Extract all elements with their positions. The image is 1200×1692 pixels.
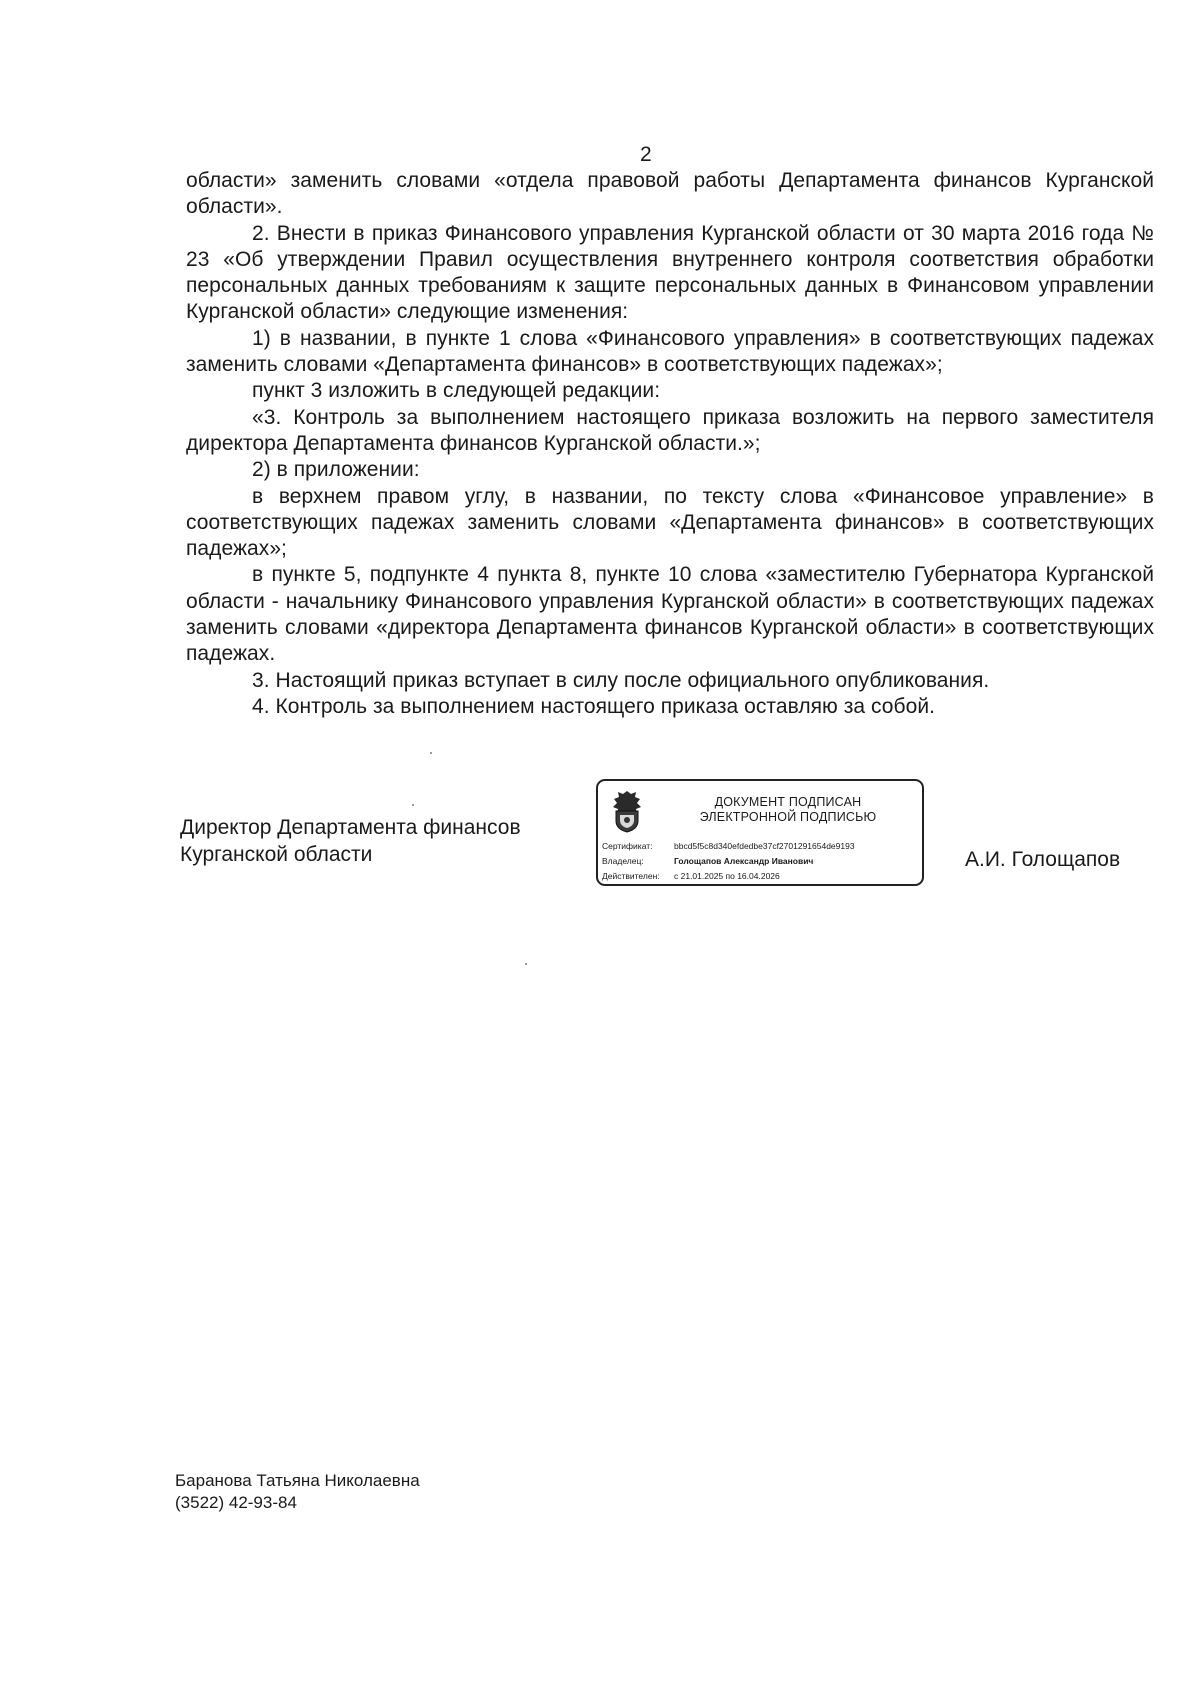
signatory-position-line: Директор Департамента финансов: [180, 816, 521, 839]
stamp-owner-row: [602, 856, 813, 866]
stamp-heading-line: ДОКУМЕНТ ПОДПИСАН: [714, 795, 862, 809]
executor-phone: (3522) 42-93-84: [175, 1493, 297, 1512]
paragraph: области» заменить словами «отдела правовой работы Департамента финансов Курганской области».: [186, 169, 1154, 219]
stamp-certificate-value: bbcd5f5c8d340efdedbe37cf2701291654de9193: [674, 841, 855, 851]
paragraph: 2. Внести в приказ Финансового управления Курганской области от 30 марта 2016 года № 23 «Об утверждении Правил осуществления внутреннего контроля соответствия обработки персональных данных требованиям к защите персональных данных в Финансовом управлении Курганской области» следующие изменения:: [186, 221, 1154, 324]
signatory-name: А.И. Голощапов: [965, 848, 1121, 871]
scan-speck: [430, 752, 432, 754]
scan-speck: [412, 804, 414, 806]
signatory-position: [180, 814, 580, 868]
stamp-owner-value: Голощапов Александр Иванович: [674, 856, 814, 866]
stamp-owner-label: Владелец:: [602, 856, 644, 866]
electronic-signature-stamp: [596, 779, 924, 886]
paragraph: 3. Настоящий приказ вступает в силу после официального опубликования.: [252, 668, 990, 692]
paragraph: пункт 3 изложить в следующей редакции:: [252, 379, 661, 403]
stamp-certificate-row: [602, 841, 855, 851]
paragraph: в верхнем правом углу, в названии, по тексту слова «Финансовое управление» в соответствующих падежах заменить словами «Департамента финансов» в соответствующих падежах»;: [186, 484, 1154, 561]
stamp-validity-label: Действителен:: [602, 871, 660, 881]
paragraph: в пункте 5, подпункте 4 пункта 8, пункте 10 слова «заместителю Губернатора Курганской области - начальнику Финансового управления Курганской области» в соответствующих падежах заменить словами «директора Департамента финансов Курганской области» в соответствующих падежах.: [186, 563, 1154, 666]
page-number: 2: [640, 143, 652, 166]
paragraph: 2) в приложении:: [252, 458, 420, 482]
coat-of-arms-icon: [609, 789, 645, 833]
order-body-text: [186, 168, 1154, 720]
stamp-heading: [658, 795, 918, 825]
stamp-validity-row: [602, 871, 780, 881]
executor-name: Баранова Татьяна Николаевна: [175, 1471, 420, 1490]
stamp-validity-value: с 21.01.2025 по 16.04.2026: [674, 871, 780, 881]
stamp-certificate-label: Сертификат:: [602, 841, 653, 851]
signatory-position-line: Курганской области: [180, 843, 373, 866]
stamp-heading-line: ЭЛЕКТРОННОЙ ПОДПИСЬЮ: [699, 810, 877, 824]
scan-speck: [525, 963, 527, 965]
paragraph: «3. Контроль за выполнением настоящего приказа возложить на первого заместителя директора Департамента финансов Курганской области.»;: [186, 405, 1154, 455]
paragraph: 1) в названии, в пункте 1 слова «Финансового управления» в соответствующих падежах заменить словами «Департамента финансов» в соответствующих падежах»;: [186, 326, 1154, 377]
executor-block: [175, 1470, 420, 1514]
paragraph: 4. Контроль за выполнением настоящего приказа оставляю за собой.: [252, 694, 936, 718]
